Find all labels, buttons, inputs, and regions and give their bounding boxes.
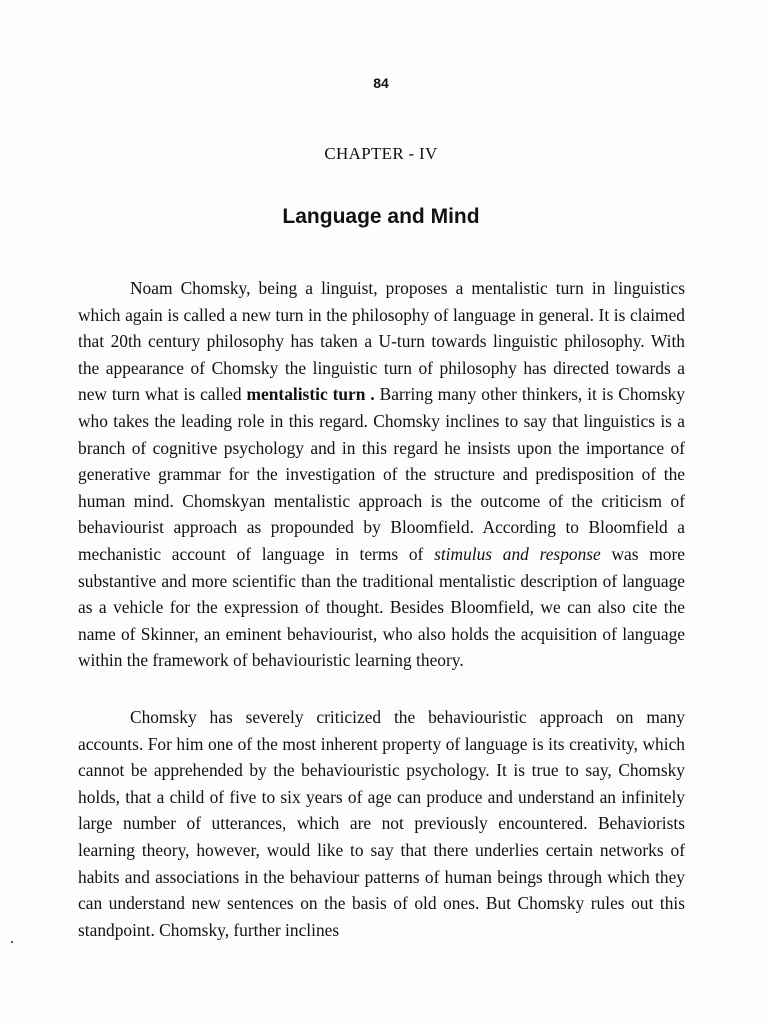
page-number: 84	[373, 75, 389, 91]
chapter-heading: CHAPTER - IV	[324, 144, 438, 163]
paragraph-1-text-b: Barring many other thinkers, it is Chomsky who takes the leading role in this regard. Chomsky inclines to say that linguistics is a branch of cognitive psychology and in this regard he insists upon the importance of generative grammar for the investigation of the structure and predisposition of the human mind. Chomskyan mentalistic approach is the outcome of the criticism of behaviourist approach as propounded by Bloomfield. According to Bloomfield a mechanistic account of language in terms of	[78, 384, 685, 564]
italic-term: stimulus and response	[434, 543, 601, 564]
paragraph-1	[78, 275, 685, 674]
page-title: Language and Mind	[282, 205, 480, 228]
bold-term: mentalistic turn .	[246, 384, 375, 405]
paragraph-1-text-a: Noam Chomsky, being a linguist, proposes a mentalistic turn in linguistics which again is called a new turn in the philosophy of language in general. It is claimed that 20th century philosophy has taken a U-turn towards linguistic philosophy. With the appearance of Chomsky the linguistic turn of philosophy has directed towards a new turn what is called	[78, 278, 685, 405]
paragraph-1-text-c: was more substantive and more scientific than the traditional mentalistic description of language as a vehicle for the expression of thought. Besides Bloomfield, we can also cite the name of Skinner, an eminent behaviourist, who also holds the acquisition of language within the framework of behaviouristic learning theory.	[78, 543, 685, 671]
paragraph-2-text: Chomsky has severely criticized the behaviouristic approach on many accounts. For him one of the most inherent property of language is its creativity, which cannot be apprehended by the behaviouristic psychology. It is true to say, Chomsky holds, that a child of five to six years of age can produce and understand an infinitely large number of utterances, which are not previously encountered. Behaviorists learning theory, however, would like to say that there underlies certain networks of habits and associations in the behaviour patterns of human beings through which they can understand new sentences on the basis of old ones. But Chomsky rules out this standpoint. Chomsky, further inclines	[78, 707, 685, 940]
paragraph-2	[78, 704, 685, 943]
margin-dot	[11, 941, 13, 943]
